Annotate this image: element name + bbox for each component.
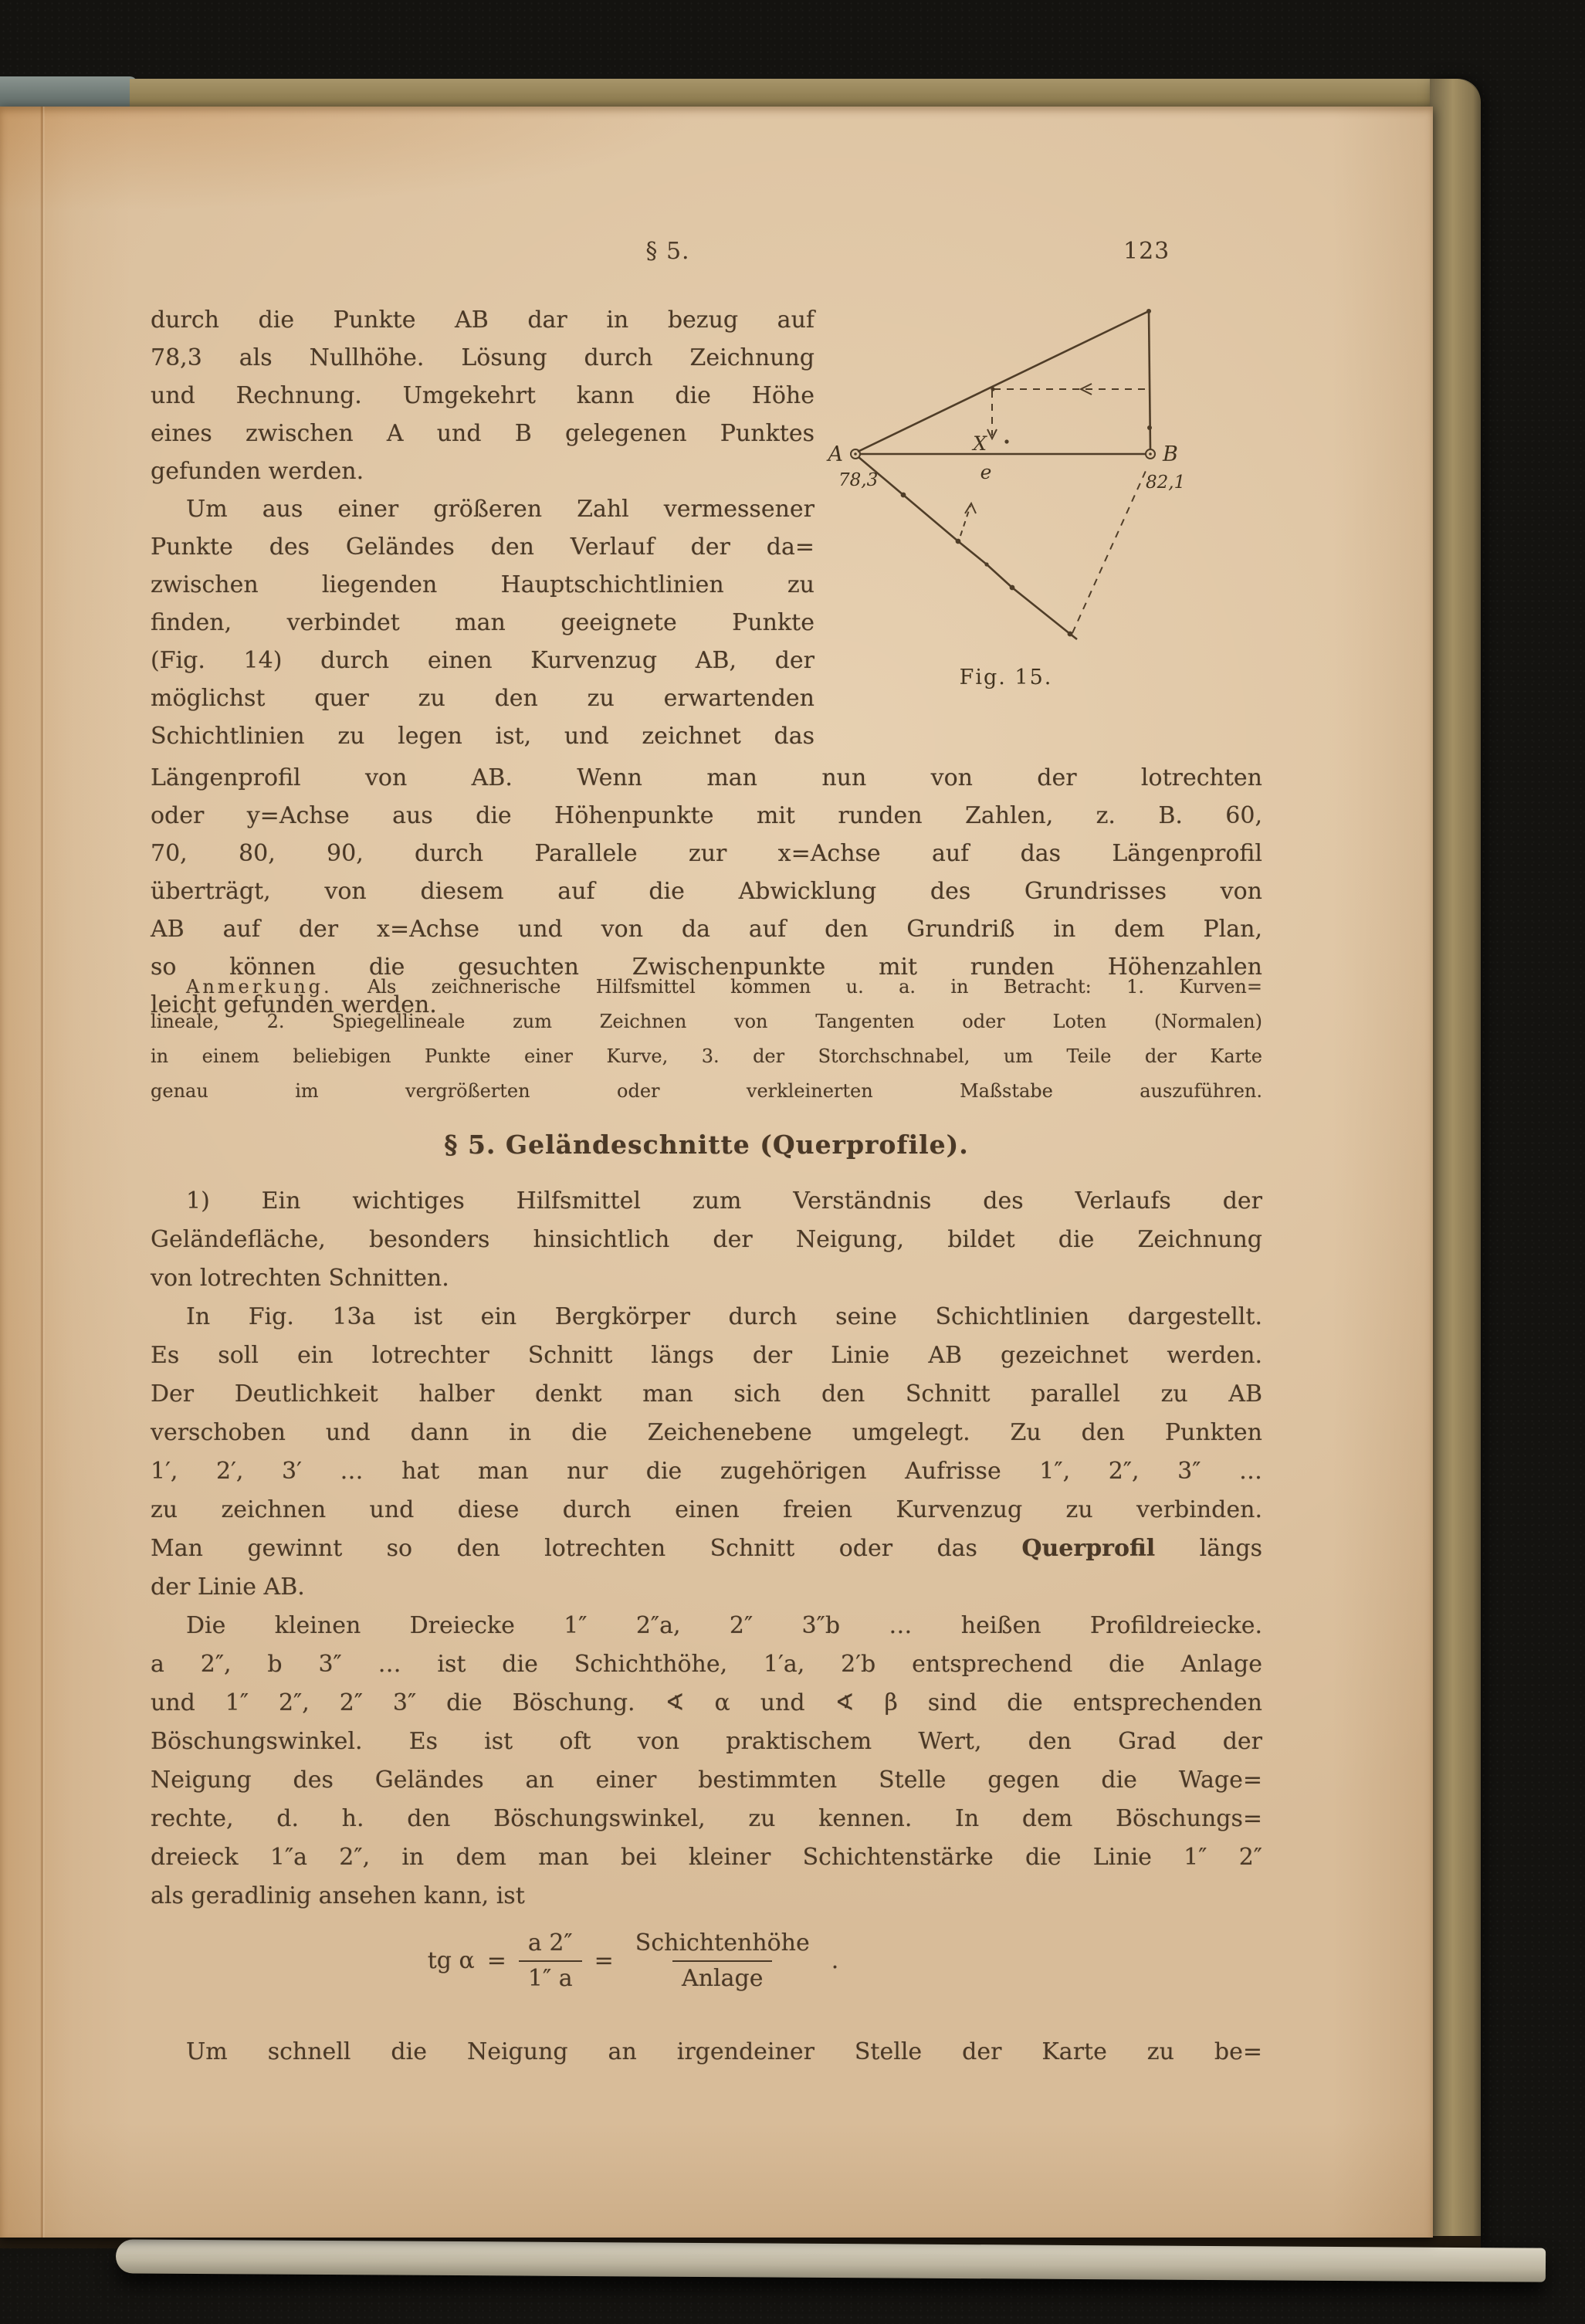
ground-dot [984,562,988,566]
figure-height-a-label: 78,3 [838,470,879,490]
formula-equals: = [486,1947,506,1974]
section-heading: § 5. Geländeschnitte (Querprofile). [444,1130,969,1160]
fraction-numerator: a 2″ [527,1929,573,1956]
formula-equals: = [594,1947,614,1974]
ground-dot [956,539,961,544]
figure-e-label: e [980,461,992,483]
text-line: als geradlinig ansehen kann, ist [151,1882,525,1909]
figure-point-b-label: B [1163,442,1178,466]
text-line: dreieck 1″a 2″, in dem man bei kleiner Schichtenstärke die Linie 1″ 2″ [151,1844,1262,1871]
text-line: 70, 80, 90, durch Parallele zur x=Achse auf das Längenprofil [151,840,1262,867]
querprofil-bold: Querprofil [1021,1535,1156,1562]
figure-ground-polyline [859,457,1077,639]
formula-period: . [831,1947,839,1974]
figure-point-a-label: A [828,442,843,466]
text-line: in einem beliebigen Punkte einer Kurve, 3. der Storchschnabel, um Teile der Karte [151,1045,1262,1067]
text-line: 1′, 2′, 3′ … hat man nur die zugehörigen Aufrisse 1″, 2″, 3″ … [151,1458,1262,1485]
text-line: In Fig. 13a ist ein Bergkörper durch seine Schichtlinien dargestellt. [186,1303,1262,1330]
note-label: Anmerkung. [186,976,333,998]
text-line: Böschungswinkel. Es ist oft von praktischem Wert, den Grad der [151,1728,1262,1755]
text-line: Die kleinen Dreiecke 1″ 2″a, 2″ 3″b … heißen Profildreiecke. [186,1612,1262,1639]
figure-x-label: X [973,432,987,455]
note-paragraph [151,970,1262,1109]
text-line: Längenprofil von AB. Wenn man nun von der lotrechten [151,764,1262,791]
book-page [0,107,1433,2238]
ground-dot [901,493,906,498]
text-line: finden, verbindet man geeignete Punkte [151,609,815,636]
text-line: möglichst quer zu den zu erwartenden [151,685,815,712]
text-line: Punkte des Geländes den Verlauf der da= [151,534,815,561]
text-line: 1) Ein wichtiges Hilfsmittel zum Verständnis des Verlaufs der [186,1187,1262,1215]
figure-dashed-to-b [1072,471,1146,633]
text-line: Um aus einer größeren Zahl vermessener [186,496,815,523]
text-line: oder y=Achse aus die Höhenpunkte mit runden Zahlen, z. B. 60, [151,802,1262,829]
text-line: zwischen liegenden Hauptschichtlinien zu [151,571,815,598]
body-paragraphs [151,1182,1262,1916]
slope-formula [77,1929,1189,1993]
text-line: (Fig. 14) durch einen Kurvenzug AB, der [151,647,815,674]
fraction-denominator: Anlage [672,1960,772,1994]
page-gutter-crease [40,107,45,2238]
text-line: eines zwischen A und B gelegenen Punktes [151,420,815,447]
ground-dot [1010,585,1015,591]
formula-fraction-2 [626,1929,819,1993]
text-line: Geländefläche, besonders hinsichtlich der Neigung, bildet die Zeichnung [151,1226,1262,1253]
text-line: rechte, d. h. den Böschungswinkel, zu kennen. In dem Böschungs= [151,1805,1262,1832]
up-arrowhead-icon [965,503,976,513]
fraction-denominator: 1″ a [519,1960,582,1994]
text-line: und 1″ 2″, 2″ 3″ die Böschung. ∢ α und ∢ β sind die entsprechenden [151,1689,1262,1716]
text-line: Neigung des Geländes an einer bestimmten Stelle gegen die Wage= [151,1767,1262,1794]
text-line: gefunden werden. [151,458,364,485]
figure-15 [809,275,1272,698]
text-line: zu zeichnen und diese durch einen freien Kurvenzug zu verbinden. [151,1496,1262,1523]
text-line: a 2″, b 3″ … ist die Schichthöhe, 1′a, 2′b entsprechend die Anlage [151,1651,1262,1678]
base-dot [1004,439,1008,443]
text-line: genau im vergrößerten oder verkleinerten Maßstabe auszuführen. [151,1080,1262,1102]
hypotenuse-dot [991,387,994,391]
querprofil-pre: Man gewinnt so den lotrechten Schnitt oder das [151,1535,1022,1562]
text-line: Der Deutlichkeit halber denkt man sich den Schnitt parallel zu AB [151,1381,1262,1408]
closing-paragraph [151,2033,1262,2071]
formula-lhs: tg α [427,1947,475,1974]
book-cover-top-edge [130,79,1481,110]
section-mark: § 5. [645,238,690,265]
intro-paragraph-column [151,301,815,755]
text-line: der Linie AB. [151,1574,305,1601]
text-line: überträgt, von diesem auf die Abwicklung des Grundrisses von [151,878,1262,905]
figure-hypotenuse [858,311,1149,452]
book-cover-right-edge [1430,79,1481,2247]
text-line [151,970,1262,1004]
point-b-center [1149,452,1152,456]
text-line: und Rechnung. Umgekehrt kann die Höhe [151,382,815,409]
apex-dot [1146,309,1151,313]
note-text: Als zeichnerische Hilfsmittel kommen u. a. in Betracht: 1. Kurven= [332,976,1262,998]
figure-dashed-branch [960,506,970,536]
text-line: von lotrechten Schnitten. [151,1265,449,1292]
point-a-center [854,452,857,456]
text-line: durch die Punkte AB dar in bezug auf [151,307,815,334]
text-line: 78,3 als Nullhöhe. Lösung durch Zeichnung [151,344,815,371]
fraction-numerator: Schichtenhöhe [635,1929,810,1956]
text-line [151,1530,1262,1568]
text-line: Es soll ein lotrechter Schnitt längs der Linie AB gezeichnet werden. [151,1342,1262,1369]
page-number: 123 [1123,238,1170,265]
figure-caption: Fig. 15. [959,666,1053,689]
text-line: so können die gesuchten Zwischenpunkte mit runden Höhenzahlen [151,954,1262,981]
text-line: lineale, 2. Spiegellineale zum Zeichnen von Tangenten oder Loten (Normalen) [151,1011,1262,1032]
figure-height-b-label: 82,1 [1146,473,1186,493]
text-line: leicht gefunden werden. [151,991,437,1018]
vertical-dot [1147,425,1152,430]
text-line: Schichtlinien zu legen ist, und zeichnet das [151,723,815,750]
figure-15-diagram [809,275,1272,698]
text-line: AB auf der x=Achse und von da auf den Grundriß in dem Plan, [151,916,1262,943]
text-line: Um schnell die Neigung an irgendeiner Stelle der Karte zu be= [186,2038,1262,2065]
text-line: verschoben und dann in die Zeichenebene umgelegt. Zu den Punkten [151,1419,1262,1446]
querprofil-post: längs [1155,1535,1262,1562]
ground-dot [1068,632,1073,637]
formula-fraction-1 [519,1929,582,1993]
